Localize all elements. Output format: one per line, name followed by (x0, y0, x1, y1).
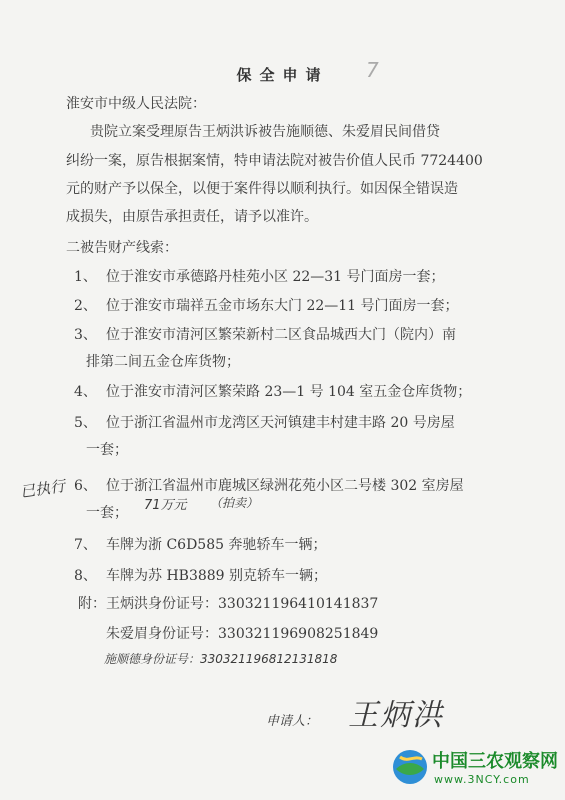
item-text: 位于淮安市清河区繁荣新村二区食品城西大门（院内）南 (106, 327, 456, 343)
applicant-label: 申请人： (266, 714, 319, 729)
item-number: 8、 (74, 568, 97, 584)
item-number: 5、 (74, 415, 97, 431)
item-text-continued: 排第二间五金仓库货物； (86, 354, 240, 370)
applicant-signature: 王炳洪 (348, 698, 444, 733)
item-number: 7、 (74, 537, 97, 553)
watermark-url: www.3NCY.com (434, 773, 530, 786)
item-number: 4、 (74, 384, 97, 400)
body-line-2: 纠纷一案，原告根据案情，特申请法院对被告价值人民币 7724400 (66, 153, 483, 169)
globe-logo-icon (390, 747, 430, 787)
item-text-continued: 一套； (86, 442, 128, 458)
recipient: 淮安市中级人民法院： (66, 96, 206, 112)
margin-note: 7 (366, 58, 379, 82)
handwritten-stamp-note: （拍卖） (210, 496, 259, 510)
watermark-site-name: 中国三农观察网 (432, 751, 558, 772)
handwritten-left-note: 已执行 (19, 476, 67, 502)
attachment-id-1: 王炳洪身份证号：330321196410141837 (106, 596, 379, 612)
body-line-4: 成损失，由原告承担责任，请予以准许。 (66, 209, 318, 225)
attachments-label: 附： (78, 596, 106, 612)
item-text: 车牌为浙 C6D585 奔驰轿车一辆； (106, 537, 327, 553)
handwritten-extra-id: 施顺德身份证号：330321196812131818 (104, 652, 338, 666)
item-text: 位于淮安市清河区繁荣路 23—1 号 104 室五金仓库货物； (106, 384, 472, 400)
item-text: 车牌为苏 HB3889 别克轿车一辆； (106, 568, 328, 584)
assets-heading: 二被告财产线索： (66, 240, 178, 256)
handwritten-price-note: 71万元 (144, 498, 187, 513)
item-number: 2、 (74, 298, 97, 314)
body-line-3: 元的财产予以保全，以便于案件得以顺利执行。如因保全错误造 (66, 181, 458, 197)
item-text: 位于淮安市瑞祥五金市场东大门 22—11 号门面房一套； (106, 298, 459, 314)
item-number: 1、 (74, 269, 97, 285)
item-text: 位于浙江省温州市鹿城区绿洲花苑小区二号楼 302 室房屋 (106, 478, 464, 494)
document-title: 保全申请 (236, 66, 329, 84)
item-text: 位于浙江省温州市龙湾区天河镇建丰村建丰路 20 号房屋 (106, 415, 455, 431)
item-number: 6、 (74, 478, 97, 494)
site-watermark (388, 743, 558, 793)
item-text-continued: 一套； (86, 505, 128, 521)
item-text: 位于淮安市承德路丹桂苑小区 22—31 号门面房一套； (106, 269, 445, 285)
item-number: 3、 (74, 327, 97, 343)
attachment-id-2: 朱爱眉身份证号：330321196908251849 (106, 626, 379, 642)
body-line-1: 贵院立案受理原告王炳洪诉被告施顺德、朱爱眉民间借贷 (90, 124, 440, 140)
